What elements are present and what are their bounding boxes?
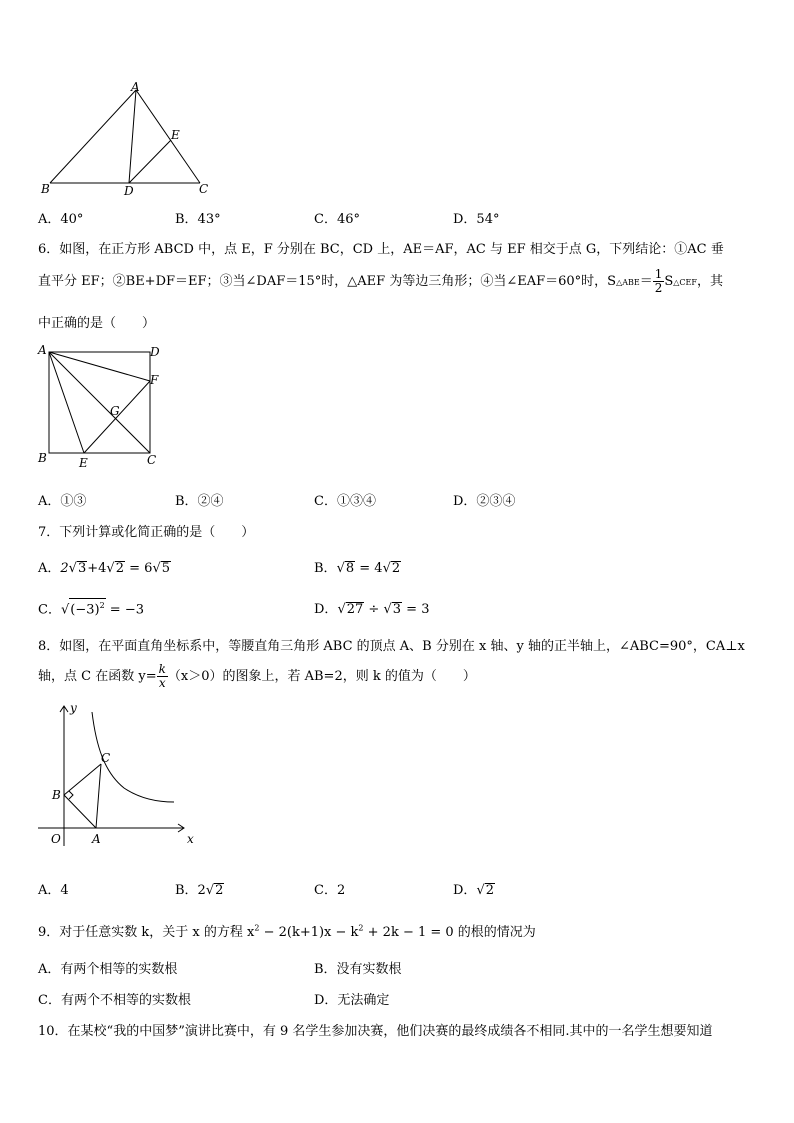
q6-square-figure — [34, 340, 174, 475]
label-A: A — [92, 832, 101, 846]
label-B: B — [52, 788, 61, 802]
q5-option-c: C．46° — [314, 212, 360, 227]
q8-option-d: D．√2 — [453, 883, 495, 898]
q6-option-d: D．②③④ — [453, 494, 516, 509]
q9-option-a: A．有两个相等的实数根 — [38, 962, 178, 977]
label-A: A — [131, 80, 140, 94]
q8-option-c: C．2 — [314, 883, 346, 898]
label-x: x — [187, 832, 194, 846]
q8-option-a: A．4 — [38, 883, 69, 898]
q6-option-b: B．②④ — [175, 494, 224, 509]
fraction-k-over-x: $\frac{k}{x}$ — [158, 662, 166, 690]
q7-option-d: D．√27 ÷ √3 = 3 — [314, 602, 430, 617]
label-C: C — [101, 751, 111, 765]
q7-option-b: B．√8 = 4√2 — [314, 561, 401, 576]
label-F: F — [150, 373, 159, 387]
q8-stem-line2: 轴，点 C 在函数 y= $\frac{k}{x}$ （x＞0）的图象上，若 AB=2，则 k 的值为（ ） — [38, 662, 476, 690]
q6-stem-line2: 直平分 EF；②BE+DF＝EF；③当∠DAF＝15°时，△AEF 为等边三角形；④当∠EAF＝60°时，S△ABE＝ $\frac{1}{2}$ S△CEF，其 — [38, 267, 723, 295]
q9-option-b: B．没有实数根 — [314, 962, 402, 977]
q9-stem: 9．对于任意实数 k，关于 x 的方程 $x^2 - 2(k+1)x - k^2 + 2k - 1 = 0$ 的根的情况为 — [38, 923, 536, 940]
q7-stem: 7．下列计算或化简正确的是（ ） — [38, 525, 255, 540]
label-B: B — [38, 451, 47, 465]
label-O: O — [51, 832, 61, 846]
q8-coordinate-figure — [34, 700, 209, 852]
label-y: y — [70, 701, 77, 715]
q9-option-c: C．有两个不相等的实数根 — [38, 993, 191, 1008]
label-D: D — [124, 184, 134, 198]
q6-option-c: C．①③④ — [314, 494, 376, 509]
q8-stem-line1: 8．如图，在平面直角坐标系中，等腰直角三角形 ABC 的顶点 A、B 分别在 x 轴、y 轴的正半轴上，∠ABC=90°，CA⊥x — [38, 639, 745, 654]
label-G: G — [110, 404, 120, 418]
fraction-one-half: $\frac{1}{2}$ — [654, 267, 663, 295]
q9-option-d: D．无法确定 — [314, 993, 390, 1008]
q5-option-b: B．43° — [175, 212, 221, 227]
label-D: D — [150, 345, 160, 359]
q5-option-a: A．40° — [38, 212, 84, 227]
label-A: A — [38, 343, 47, 357]
q7-option-a: A．2√3+4√2 = 6√5 — [38, 561, 171, 576]
q5-triangle-figure — [36, 80, 226, 200]
label-E: E — [171, 128, 180, 142]
q6-option-a: A．①③ — [38, 494, 87, 509]
q7-option-c: C．$√(-3)^2 = -3$ — [38, 598, 144, 617]
q8-option-b: B．2√2 — [175, 883, 224, 898]
label-C: C — [199, 182, 209, 196]
q5-option-d: D．54° — [453, 212, 500, 227]
q6-stem-line3: 中正确的是（ ） — [38, 316, 156, 331]
label-E: E — [79, 456, 88, 470]
q10-stem-line1: 10．在某校“我的中国梦”演讲比赛中，有 9 名学生参加决赛，他们决赛的最终成绩各不相同.其中的一名学生想要知道 — [38, 1024, 713, 1039]
label-C: C — [147, 453, 157, 467]
q6-stem-line1: 6．如图，在正方形 ABCD 中，点 E，F 分别在 BC，CD 上，AE＝AF，AC 与 EF 相交于点 G，下列结论：①AC 垂 — [38, 242, 724, 257]
label-B: B — [41, 182, 50, 196]
